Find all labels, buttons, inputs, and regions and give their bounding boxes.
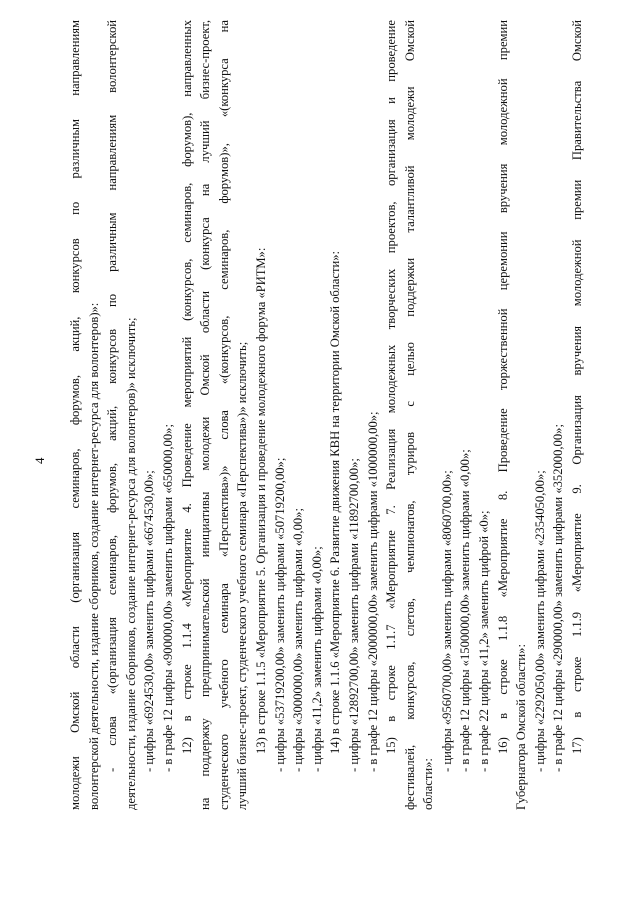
text-line: 13) в строке 1.1.5 «Мероприятие 5. Организация и проведение молодежного форума «РИТМ»: (253, 247, 268, 754)
text-line: студенческого учебного семинара «Перспектива»)» слова «(конкурсов, семинаров, форумов)», «(конкурса на (216, 20, 231, 810)
text-line: деятельности, издание сборников, создание интернет-ресурса для волонтеров)» исключить; (123, 317, 138, 810)
text-line: - в графе 22 цифры «11,2» заменить цифрой «0»; (477, 510, 492, 772)
text-line: 16) в строке 1.1.8 «Мероприятие 8. Проведение торжественной церемонии вручения молодежной премии (495, 20, 510, 754)
text-line: - цифры «6924530,00» заменить цифрами «6674530,00»; (142, 470, 157, 772)
text-line: - цифры «53719200,00» заменить цифрами «50719200,00»; (272, 457, 287, 772)
text-line: молодежи Омской области (организация семинаров, форумов, акций, конкурсов по различным направлениям (68, 20, 82, 810)
text-line: - в графе 12 цифры «1500000,00» заменить цифрами «0,00»; (458, 449, 473, 772)
text-line: волонтерской деятельности, издание сборников, создание интернет-ресурса для волонтеров)»: (86, 302, 101, 810)
text-line: лучший бизнес-проект, студенческого учебного семинара «Перспектива»)» исключить; (235, 341, 250, 810)
text-line: - в графе 12 цифры «290000,00» заменить цифрами «352000,00»; (551, 424, 566, 772)
text-line: 14) в строке 1.1.6 «Мероприятие 6. Развитие движения КВН на территории Омской области»: (328, 251, 343, 754)
text-line: - слова «(организация семинаров, форумов, акций, конкурсов по различным направлениям волонтерской (105, 20, 120, 772)
text-line: - в графе 12 цифры «2000000,00» заменить цифрами «1000000,00»; (365, 411, 380, 772)
text-line: Губернатора Омской области»: (514, 644, 529, 810)
page-number: 4 (32, 457, 47, 464)
text-line: фестивалей, конкурсов, слетов, чемпионатов, туриров с целью поддержки талантливой молодежи Омской (402, 20, 417, 810)
text-line: - в графе 12 цифры «900000,00» заменить цифрами «650000,00»; (160, 424, 175, 772)
document-body (66, 20, 587, 810)
text-line: - цифры «9560700,00» заменить цифрами «8060700,00»; (439, 470, 454, 772)
text-line: - цифры «3000000,00» заменить цифрами «0,00»; (291, 508, 306, 772)
text-line: - цифры «12892700,00» заменить цифрами «11892700,00»; (346, 458, 361, 772)
text-line: - цифры «11,2» заменить цифрами «0,00»; (309, 546, 324, 772)
text-line: - цифры «2292050,00» заменить цифрами «2354050,00»; (532, 470, 547, 772)
text-line: 15) в строке 1.1.7 «Мероприятие 7. Реализация молодежных творческих проектов, организация и проведение (384, 20, 399, 754)
text-line: 17) в строке 1.1.9 «Мероприятие 9. Организация вручения молодежной премии Правительства Омской (570, 20, 585, 754)
text-line: 12) в строке 1.1.4 «Мероприятие 4. Проведение мероприятий (конкурсов, семинаров, форумов), направленных (179, 20, 194, 754)
text-line: области»: (421, 758, 436, 810)
text-line: на поддержку предпринимательской инициативы молодежи Омской области (конкурса на лучший бизнес-проект, (198, 20, 213, 810)
